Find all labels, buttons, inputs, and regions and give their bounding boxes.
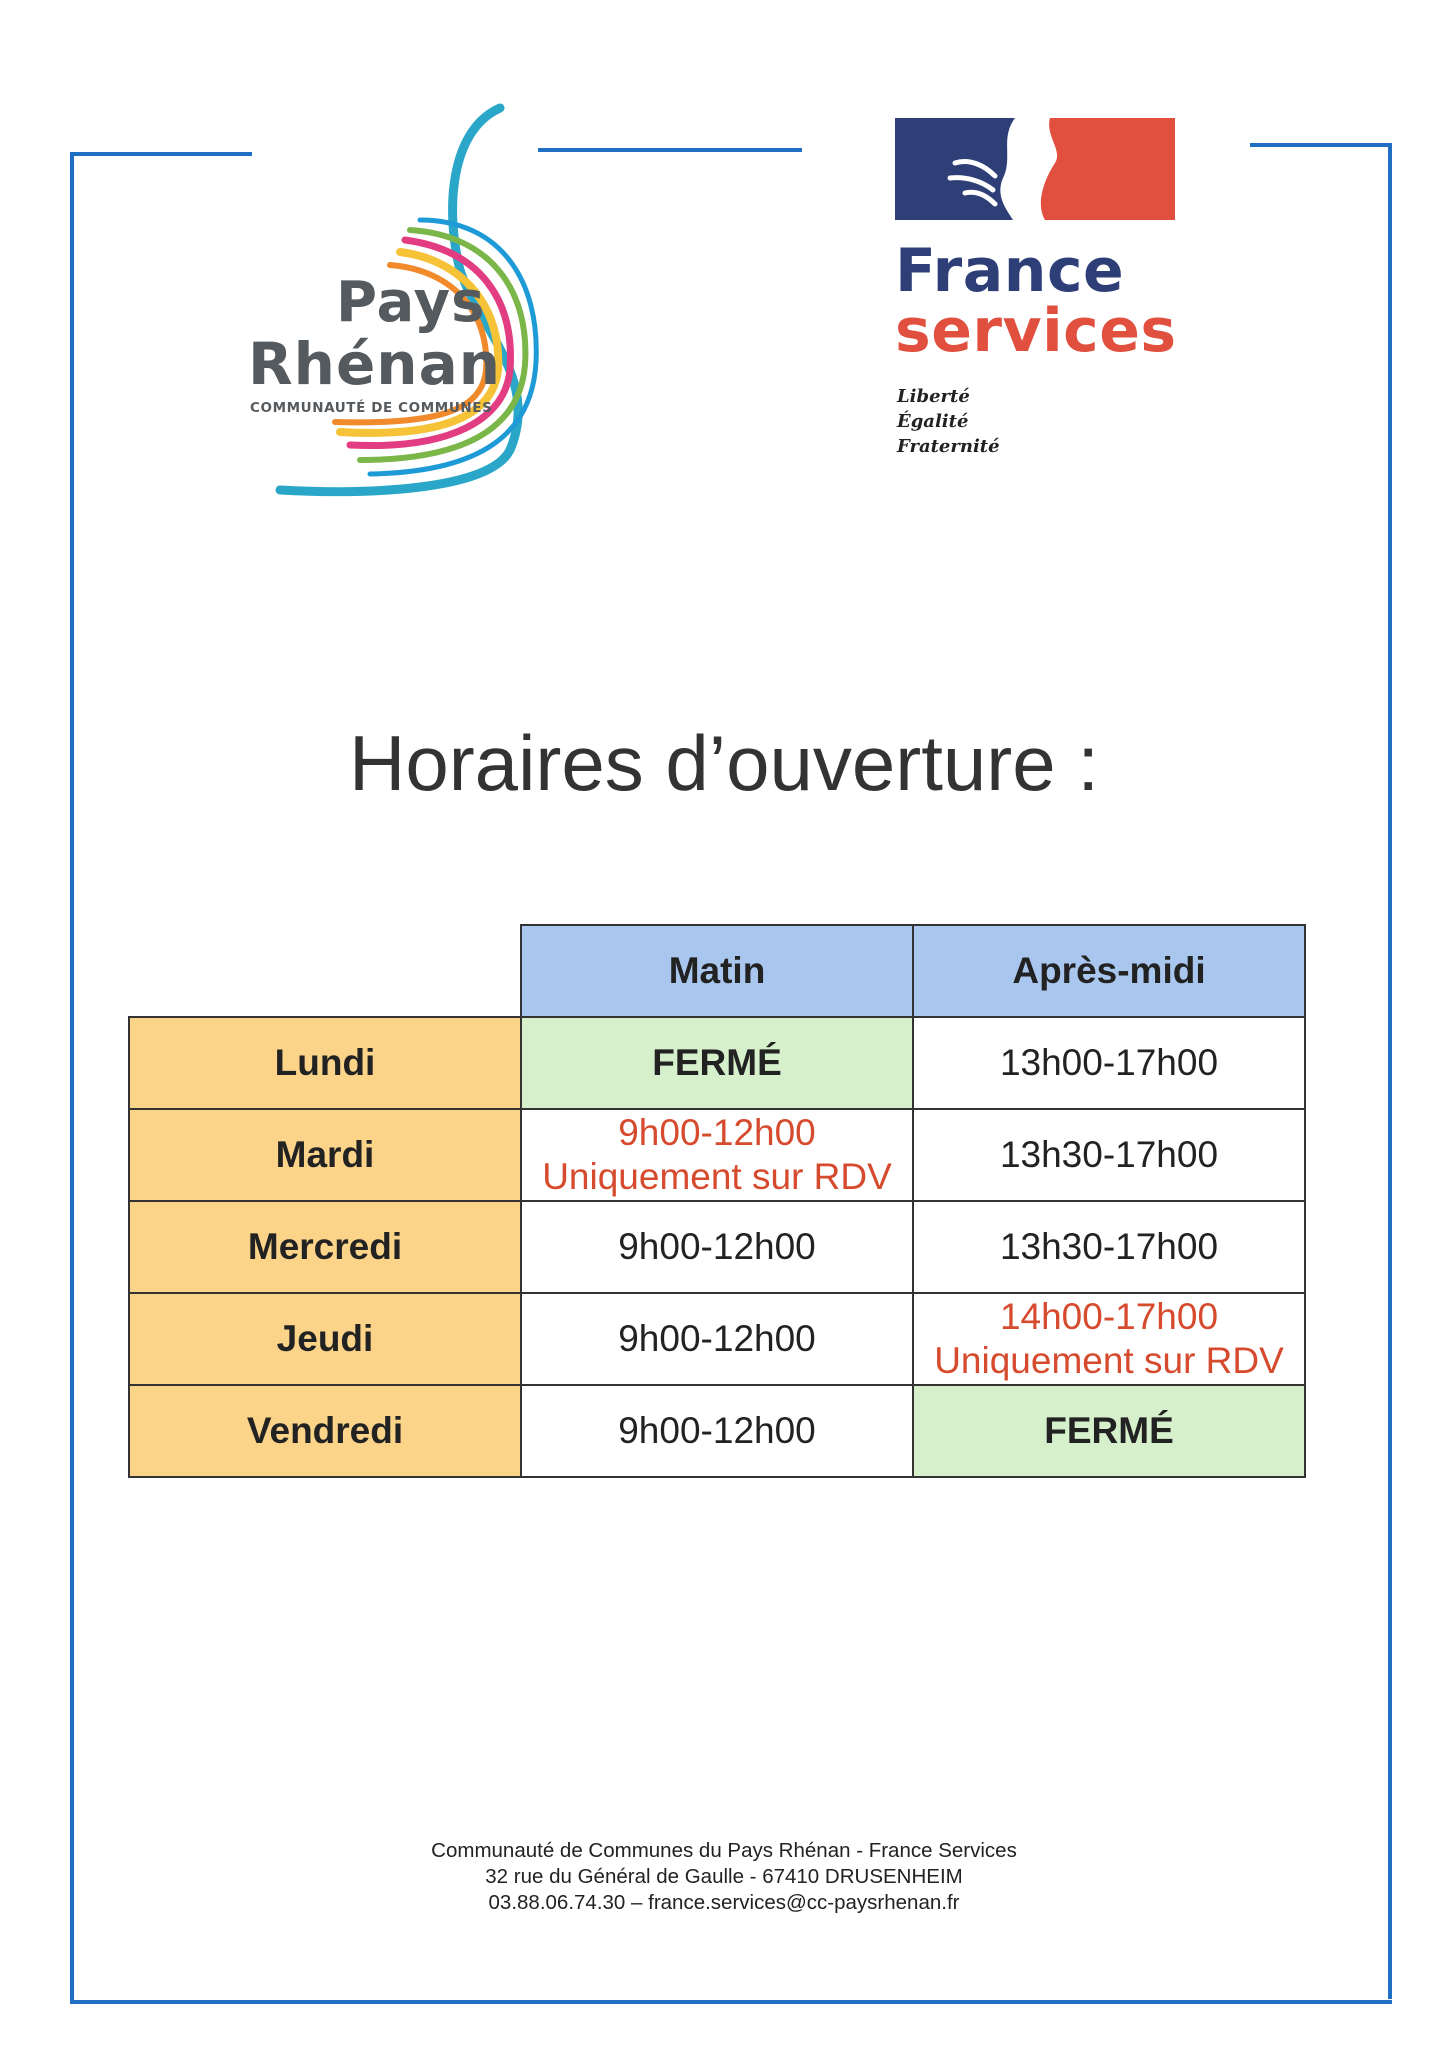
- frame-left: [70, 152, 74, 2004]
- table-row: [129, 1201, 1305, 1293]
- page-title: Horaires d’ouverture :: [349, 719, 1099, 807]
- day-cell: Jeudi: [129, 1293, 521, 1385]
- morning-cell: 9h00-12h00: [521, 1293, 913, 1385]
- afternoon-cell: FERMÉ: [913, 1385, 1305, 1477]
- motto-egalite: Égalité: [897, 411, 969, 432]
- afternoon-cell: 13h30-17h00: [913, 1109, 1305, 1201]
- pays-rhenan-subtitle: COMMUNAUTÉ DE COMMUNES: [250, 400, 493, 416]
- france-services-word2: services: [895, 296, 1177, 366]
- afternoon-cell: 13h30-17h00: [913, 1201, 1305, 1293]
- frame-right: [1388, 143, 1392, 1999]
- day-cell: Vendredi: [129, 1385, 521, 1477]
- appointment-note: Uniquement sur RDV: [934, 1340, 1284, 1381]
- table-row: [129, 1293, 1305, 1385]
- table-row: [129, 1109, 1305, 1201]
- table-row: [129, 1385, 1305, 1477]
- footer-address: 32 rue du Général de Gaulle - 67410 DRUSENHEIM: [485, 1865, 963, 1888]
- morning-cell: 9h00-12h00: [521, 1385, 913, 1477]
- table-header-row: [129, 925, 1305, 1017]
- pays-rhenan-logo: [240, 100, 560, 510]
- morning-cell: FERMÉ: [521, 1017, 913, 1109]
- day-cell: Mercredi: [129, 1201, 521, 1293]
- opening-hours-table: [128, 924, 1306, 1478]
- day-cell: Lundi: [129, 1017, 521, 1109]
- marianne-flag-icon: [895, 118, 1175, 220]
- footer-contact: [0, 1838, 1448, 1916]
- appointment-note: Uniquement sur RDV: [542, 1156, 892, 1197]
- appointment-time: 9h00-12h00: [618, 1111, 816, 1153]
- motto-liberte: Liberté: [897, 386, 970, 407]
- motto-fraternite: Fraternité: [897, 436, 1000, 457]
- column-header-afternoon: Après-midi: [913, 925, 1305, 1017]
- frame-top-middle: [538, 148, 802, 152]
- footer-organization: Communauté de Communes du Pays Rhénan - France Services: [431, 1839, 1017, 1862]
- appointment-time: 14h00-17h00: [999, 1295, 1219, 1337]
- france-services-logo: [895, 118, 1195, 478]
- footer-phone-email: 03.88.06.74.30 – france.services@cc-paysrhenan.fr: [488, 1891, 960, 1914]
- afternoon-cell: [913, 1293, 1305, 1385]
- frame-bottom: [70, 2000, 1392, 2004]
- france-services-word1: France: [895, 236, 1125, 306]
- day-cell: Mardi: [129, 1109, 521, 1201]
- morning-cell: [521, 1109, 913, 1201]
- column-header-morning: Matin: [521, 925, 913, 1017]
- pays-rhenan-line1: Pays: [336, 270, 486, 335]
- frame-top-left: [70, 152, 252, 156]
- table-corner-cell: [129, 925, 521, 1017]
- morning-cell: 9h00-12h00: [521, 1201, 913, 1293]
- afternoon-cell: 13h00-17h00: [913, 1017, 1305, 1109]
- pays-rhenan-line2: Rhénan: [248, 330, 502, 398]
- frame-top-right: [1250, 143, 1392, 147]
- table-row: [129, 1017, 1305, 1109]
